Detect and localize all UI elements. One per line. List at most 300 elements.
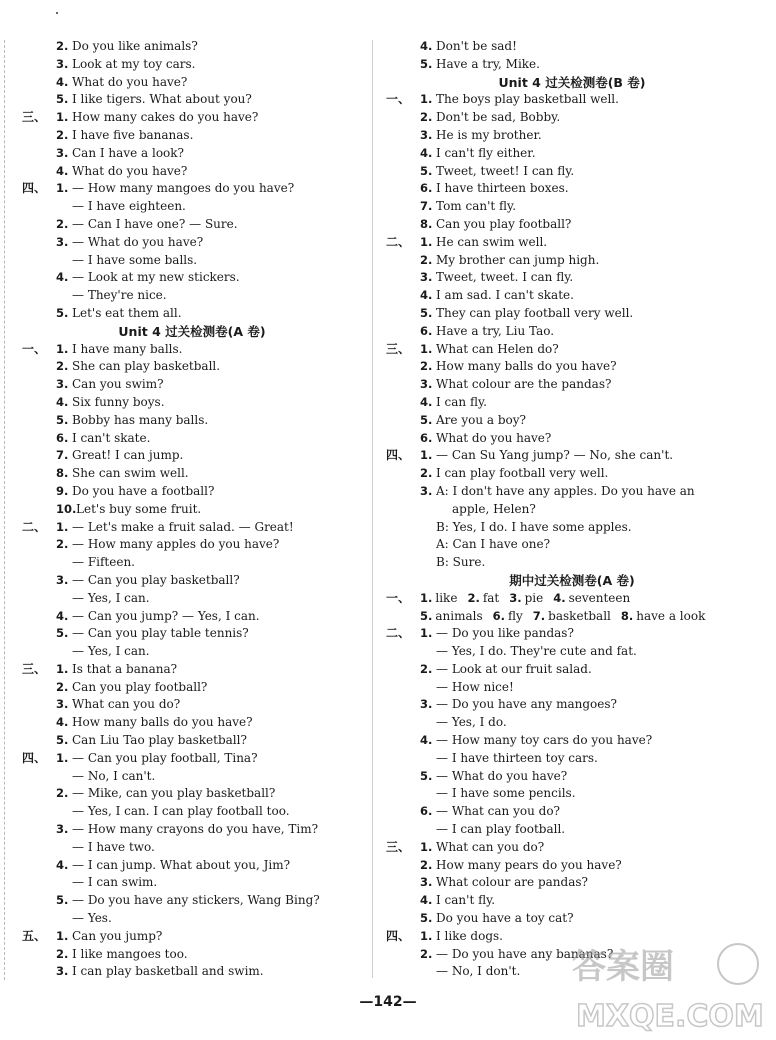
answer-text: Have a try, Mike. (436, 56, 540, 71)
answer-line (22, 163, 362, 181)
item-number: 6. (420, 181, 433, 196)
section-marker: 一、 (386, 92, 411, 107)
answer-line (22, 696, 362, 714)
section-marker: 四、 (22, 750, 47, 765)
item-number: 4. (420, 394, 433, 409)
answer-text: I can't skate. (72, 430, 151, 445)
item-number: 1. (56, 661, 69, 676)
answer-continuation: A: Can I have one? (436, 537, 551, 552)
item-number: 5. (420, 305, 433, 320)
answer-text: Tom can't fly. (436, 199, 517, 214)
answer-line (22, 785, 362, 803)
answer-line (386, 696, 758, 714)
answer-line (22, 109, 362, 127)
item-number: 5. (56, 733, 69, 748)
answer-continuation: — Yes, I can. (72, 644, 150, 659)
answer-line (386, 56, 758, 74)
answer-text: What can Helen do? (436, 341, 559, 356)
section-marker: 二、 (386, 234, 411, 249)
answer-text: basketball (548, 608, 611, 623)
item-number: 2. (56, 359, 69, 374)
answer-text: What do you have? (72, 163, 188, 178)
answer-text: — What can you do? (436, 804, 560, 819)
answer-text: How many balls do you have? (72, 715, 253, 730)
answer-text: — Can you play basketball? (72, 572, 240, 587)
answer-line (22, 145, 362, 163)
answer-line (22, 946, 362, 964)
answer-line (386, 127, 758, 145)
answer-line (22, 305, 362, 323)
item-number: 2. (420, 252, 433, 267)
answer-item (420, 608, 483, 626)
item-number: 10. (56, 501, 77, 516)
answer-line (22, 661, 362, 679)
section-heading: 期中过关检测卷(A 卷) (509, 572, 635, 588)
answer-continuation: — Yes. (72, 911, 112, 926)
item-number: 2. (56, 39, 69, 53)
item-number: 2. (56, 216, 69, 231)
item-number: 4. (56, 857, 69, 872)
item-number: 1. (420, 448, 433, 463)
item-number: 3. (420, 483, 433, 498)
item-number: 3. (56, 697, 69, 712)
item-number: 5. (56, 305, 69, 320)
answer-line (386, 109, 758, 127)
answer-continuation: — I have eighteen. (72, 199, 186, 214)
answer-line (386, 874, 758, 892)
answer-text: How many pears do you have? (436, 857, 622, 872)
answer-line (386, 910, 758, 928)
answer-line (386, 216, 758, 234)
item-number: 5. (420, 412, 433, 427)
answer-line (386, 447, 758, 465)
answer-line (386, 234, 758, 252)
section-marker: 四、 (22, 181, 47, 196)
answer-line (386, 376, 758, 394)
item-number: 2. (420, 466, 433, 481)
answer-text: Is that a banana? (72, 661, 178, 676)
section-marker: 三、 (386, 341, 411, 356)
answer-item (509, 590, 543, 608)
section-marker: 四、 (386, 928, 411, 943)
answer-text: Don't be sad! (436, 39, 517, 53)
answer-line (22, 519, 362, 537)
answer-line (22, 216, 362, 234)
section-marker: 一、 (386, 590, 411, 605)
answer-line (22, 91, 362, 109)
answer-line (386, 305, 758, 323)
item-number: 7. (420, 199, 433, 214)
answer-line (22, 38, 362, 56)
answer-line (22, 430, 362, 448)
answer-line (386, 803, 758, 821)
item-number: 8. (420, 216, 433, 231)
answer-line (22, 608, 362, 626)
answer-line (386, 341, 758, 359)
answer-text: Can I have a look? (72, 145, 184, 160)
answer-text: Let's eat them all. (72, 305, 182, 320)
item-number: 5. (420, 608, 433, 623)
item-number: 4. (56, 74, 69, 89)
answer-text: A: I don't have any apples. Do you have an (436, 483, 695, 498)
answer-text: How many balls do you have? (436, 359, 617, 374)
section-marker: 三、 (22, 110, 47, 125)
item-number: 5. (420, 56, 433, 71)
answer-text: — How many toy cars do you have? (436, 733, 653, 748)
answer-line (386, 857, 758, 875)
item-number: 3. (56, 145, 69, 160)
answer-text: — Mike, can you play basketball? (72, 786, 276, 801)
item-number: 6. (492, 608, 505, 623)
answer-text: — How many crayons do you have, Tim? (72, 822, 319, 837)
answer-text: What colour are the pandas? (436, 377, 612, 392)
item-number: 5. (420, 911, 433, 926)
answer-item (553, 590, 630, 608)
answer-text: — Can you play table tennis? (72, 626, 249, 641)
answer-continuation: — Yes, I can. (72, 590, 150, 605)
answer-text: I have thirteen boxes. (436, 181, 569, 196)
item-number: 8. (56, 466, 69, 481)
column-divider (372, 40, 373, 978)
answer-continuation: — Yes, I do. (436, 715, 507, 730)
answer-text: He can swim well. (436, 234, 548, 249)
section-marker: 三、 (386, 839, 411, 854)
answer-line (386, 892, 758, 910)
watermark-circle (718, 944, 758, 984)
answer-line (386, 768, 758, 786)
watermark-logo (566, 938, 766, 1036)
answer-text: Are you a boy? (436, 412, 526, 427)
item-number: 3. (420, 127, 433, 142)
answer-text: She can play basketball. (72, 359, 221, 374)
answer-line (22, 892, 362, 910)
answer-text: What can you do? (72, 697, 181, 712)
item-number: 3. (420, 377, 433, 392)
answer-text: I have five bananas. (72, 127, 194, 142)
item-number: 3. (420, 270, 433, 285)
item-number: 3. (56, 822, 69, 837)
item-number: 5. (420, 163, 433, 178)
item-number: 9. (56, 483, 69, 498)
answer-continuation: — Yes, I can. I can play football too. (72, 804, 290, 819)
answer-text: Let's buy some fruit. (76, 501, 202, 516)
answer-text: — What do you have? (436, 768, 568, 783)
watermark-bottom-text: MXQE.COM (576, 999, 764, 1034)
item-number: 5. (420, 768, 433, 783)
answer-line (22, 465, 362, 483)
item-number: 4. (56, 163, 69, 178)
answer-continuation: — How nice! (436, 679, 514, 694)
answer-continuation: — I have two. (72, 839, 155, 854)
item-number: 2. (56, 127, 69, 142)
answer-text: Tweet, tweet. I can fly. (436, 270, 574, 285)
answer-line (386, 661, 758, 679)
answer-text: I have many balls. (72, 341, 183, 356)
item-number: 2. (56, 679, 69, 694)
answer-text: She can swim well. (72, 466, 189, 481)
answer-line (22, 625, 362, 643)
item-number: 3. (56, 572, 69, 587)
answer-line (386, 198, 758, 216)
item-number: 2. (420, 359, 433, 374)
answer-line (22, 376, 362, 394)
binding-edge (4, 40, 10, 980)
answer-text: — Do you like pandas? (436, 626, 574, 641)
answer-text: Do you have a football? (72, 483, 215, 498)
answer-continuation: — I can play football. (436, 822, 566, 837)
answer-text: have a look (636, 608, 706, 623)
answer-continuation: — I have thirteen toy cars. (436, 750, 598, 765)
answer-item (493, 608, 523, 626)
answer-item (621, 608, 705, 626)
answer-line (386, 839, 758, 857)
answer-item (420, 590, 457, 608)
answer-text: I can't fly. (436, 893, 496, 908)
item-number: 2. (420, 110, 433, 125)
answer-text: I like mangoes too. (72, 946, 188, 961)
item-number: 4. (56, 270, 69, 285)
answer-text: fly (508, 608, 523, 623)
page-number: —142— (359, 994, 417, 1010)
item-number: 4. (553, 590, 566, 605)
answer-line (386, 323, 758, 341)
item-number: 1. (420, 590, 433, 605)
item-number: 1. (56, 341, 69, 356)
answer-line (22, 732, 362, 750)
item-number: 1. (56, 750, 69, 765)
answer-text: I can fly. (436, 394, 487, 409)
section-marker: 二、 (386, 626, 411, 641)
answer-line (22, 750, 362, 768)
answer-text: fat (482, 590, 500, 605)
item-number: 1. (420, 92, 433, 107)
answer-continuation: apple, Helen? (452, 501, 536, 516)
answer-line (386, 180, 758, 198)
item-number: 1. (56, 928, 69, 943)
section-marker: 五、 (22, 928, 47, 943)
answer-line (22, 56, 362, 74)
answer-text: — Look at our fruit salad. (436, 661, 592, 676)
answer-line (386, 430, 758, 448)
answer-line (22, 234, 362, 252)
answer-line (386, 38, 758, 56)
item-number: 4. (56, 715, 69, 730)
right-column (386, 38, 758, 981)
speck (56, 12, 58, 14)
item-number: 3. (56, 234, 69, 249)
answer-text: — Do you have any mangoes? (436, 697, 617, 712)
answer-line (386, 732, 758, 750)
answer-line (22, 821, 362, 839)
item-number: 2. (56, 946, 69, 961)
watermark-top-text: 答案圈 (572, 947, 674, 987)
answer-text: Tweet, tweet! I can fly. (436, 163, 575, 178)
answer-line (22, 394, 362, 412)
item-number: 6. (56, 430, 69, 445)
answer-line (386, 590, 758, 608)
answer-line (22, 127, 362, 145)
answer-text: They can play football very well. (436, 305, 634, 320)
answer-line (386, 394, 758, 412)
answer-text: I like dogs. (436, 928, 503, 943)
item-number: 8. (620, 608, 634, 623)
answer-line (22, 679, 362, 697)
answer-line (22, 572, 362, 590)
answer-line (386, 483, 758, 501)
answer-text: Can you swim? (72, 377, 164, 392)
answer-text: Bobby has many balls. (72, 412, 209, 427)
answer-line (22, 928, 362, 946)
answer-line (386, 608, 758, 626)
answer-text: Do you like animals? (72, 39, 198, 53)
item-number: 5. (56, 626, 69, 641)
item-number: 2. (420, 661, 433, 676)
answer-text: — Can you jump? — Yes, I can. (72, 608, 260, 623)
answer-text: — Can I have one? — Sure. (72, 216, 238, 231)
answer-text: He is my brother. (436, 127, 542, 142)
item-number: 2. (420, 857, 433, 872)
answer-text: — Can Su Yang jump? — No, she can't. (436, 448, 674, 463)
answer-line (22, 501, 362, 519)
item-number: 1. (420, 341, 433, 356)
answer-text: I can't fly either. (436, 145, 536, 160)
answer-text: — Can you play football, Tina? (72, 750, 258, 765)
section-marker: 三、 (22, 661, 47, 676)
answer-continuation: B: Yes, I do. I have some apples. (436, 519, 632, 534)
answer-text: Don't be sad, Bobby. (436, 110, 561, 125)
answer-text: Six funny boys. (72, 394, 165, 409)
answer-line (386, 91, 758, 109)
answer-text: Look at my toy cars. (72, 56, 196, 71)
item-number: 6. (420, 323, 433, 338)
answer-text: Can you jump? (72, 928, 163, 943)
answer-continuation: — I can swim. (72, 875, 158, 890)
item-number: 1. (56, 181, 69, 196)
answer-text: I can play basketball and swim. (72, 964, 264, 979)
answer-line (22, 269, 362, 287)
answer-text: What do you have? (436, 430, 552, 445)
answer-text: I am sad. I can't skate. (436, 288, 574, 303)
item-number: 3. (420, 875, 433, 890)
item-number: 4. (420, 893, 433, 908)
answer-text: What colour are pandas? (436, 875, 588, 890)
answer-text: — I can jump. What about you, Jim? (72, 857, 291, 872)
item-number: 2. (420, 946, 433, 961)
answer-text: — Look at my new stickers. (72, 270, 240, 285)
answer-text: What can you do? (436, 839, 545, 854)
answer-line (386, 412, 758, 430)
answer-text: My brother can jump high. (436, 252, 600, 267)
answer-line (22, 412, 362, 430)
item-number: 1. (56, 519, 69, 534)
section-heading: Unit 4 过关检测卷(B 卷) (498, 74, 646, 90)
answer-text: — Do you have any bananas? (436, 946, 614, 961)
answer-line (386, 465, 758, 483)
item-number: 3. (56, 56, 69, 71)
item-number: 1. (420, 839, 433, 854)
answer-line (386, 287, 758, 305)
item-number: 3. (509, 590, 522, 605)
section-marker: 四、 (386, 448, 411, 463)
answer-line (22, 483, 362, 501)
answer-text: — How many apples do you have? (72, 537, 280, 552)
answer-text: Do you have a toy cat? (436, 911, 574, 926)
item-number: 4. (420, 145, 433, 160)
item-number: 1. (420, 234, 433, 249)
answer-continuation: — I have some pencils. (436, 786, 576, 801)
item-number: 4. (420, 39, 433, 53)
answer-text: — Do you have any stickers, Wang Bing? (72, 893, 320, 908)
left-column (22, 38, 362, 981)
item-number: 3. (56, 377, 69, 392)
answer-line (22, 963, 362, 981)
answer-text: animals (435, 608, 483, 623)
answer-text: How many cakes do you have? (72, 110, 259, 125)
item-number: 1. (420, 626, 433, 641)
answer-text: Can you play football? (72, 679, 208, 694)
answer-text: seventeen (568, 590, 631, 605)
item-number: 2. (467, 590, 480, 605)
item-number: 6. (420, 430, 433, 445)
answer-text: The boys play basketball well. (436, 92, 619, 107)
answer-continuation: — No, I don't. (436, 964, 521, 979)
answer-text: pie (524, 590, 544, 605)
answer-line (386, 163, 758, 181)
answer-line (386, 358, 758, 376)
answer-text: — Let's make a fruit salad. — Great! (72, 519, 294, 534)
answer-item (467, 590, 499, 608)
answer-line (386, 145, 758, 163)
item-number: 3. (56, 964, 69, 979)
section-marker: 一、 (22, 341, 47, 356)
item-number: 6. (420, 804, 433, 819)
section-marker: 二、 (22, 519, 47, 534)
answer-text: Have a try, Liu Tao. (436, 323, 555, 338)
answer-line (386, 269, 758, 287)
item-number: 7. (532, 608, 546, 623)
item-number: 1. (56, 110, 69, 125)
section-heading: Unit 4 过关检测卷(A 卷) (118, 323, 266, 339)
answer-continuation: — I have some balls. (72, 252, 198, 267)
answer-continuation: — No, I can't. (72, 768, 156, 783)
answer-line (22, 74, 362, 92)
answer-line (386, 625, 758, 643)
answer-text: — What do you have? (72, 234, 204, 249)
answer-continuation: — Yes, I do. They're cute and fat. (436, 644, 637, 659)
item-number: 5. (56, 92, 69, 107)
item-number: 4. (420, 288, 433, 303)
item-number: 1. (420, 928, 433, 943)
item-number: 7. (56, 448, 69, 463)
item-number: 5. (56, 412, 69, 427)
answer-text: Can you play football? (436, 216, 572, 231)
answer-continuation: B: Sure. (436, 555, 486, 570)
answer-line (22, 536, 362, 554)
item-number: 2. (56, 537, 69, 552)
answer-text: — How many mangoes do you have? (72, 181, 295, 196)
answer-line (22, 857, 362, 875)
item-number: 2. (56, 786, 69, 801)
answer-text: Great! I can jump. (72, 448, 184, 463)
item-number: 3. (420, 697, 433, 712)
answer-text: I can play football very well. (436, 466, 609, 481)
item-number: 4. (56, 394, 69, 409)
answer-line (22, 180, 362, 198)
answer-continuation: — Fifteen. (72, 555, 135, 570)
item-number: 5. (56, 893, 69, 908)
answer-line (22, 714, 362, 732)
answer-text: like (435, 590, 458, 605)
